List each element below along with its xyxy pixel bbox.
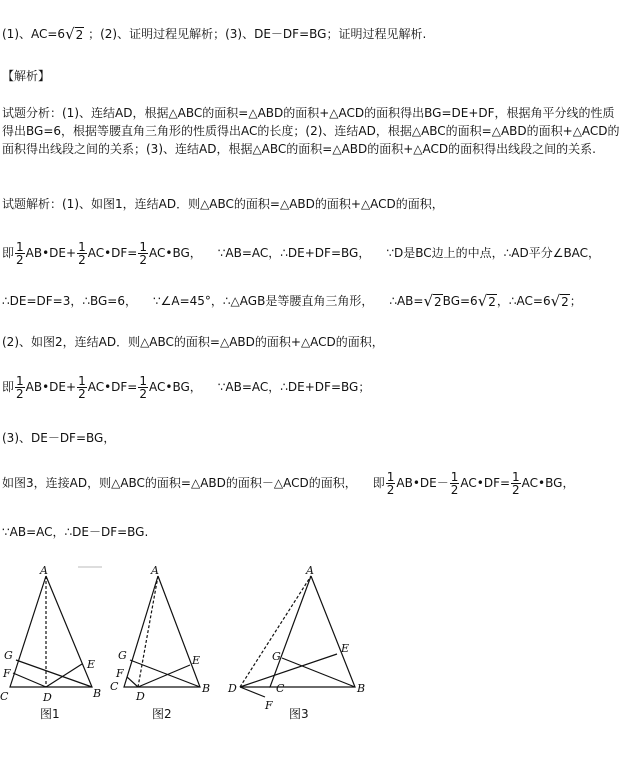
eq1-lead: 即 — [2, 246, 15, 260]
solution-intro: 试题解析：(1)、如图1，连结AD．则△ABC的面积=△ABD的面积+△ACD的面积， — [2, 197, 444, 211]
fraction-half: $\frac{1}{2}$ — [139, 374, 147, 401]
fig1-segment-df — [13, 673, 46, 687]
fig3-label-f: F — [265, 699, 273, 712]
sqrt-symbol: √2 — [477, 292, 496, 310]
conclusion: ∵AB=AC，∴DE－DF=BG. — [2, 525, 149, 539]
fig1-caption: 图1 — [40, 707, 60, 721]
figures-panel — [0, 560, 630, 764]
figure-3-labels — [227, 564, 365, 721]
fig3-label-b: B — [357, 682, 366, 695]
eq2-term6: ； — [569, 294, 582, 308]
fig1-label-b: B — [93, 687, 102, 700]
fig3-segment-bg — [282, 658, 355, 687]
fig1-label-g: G — [4, 649, 13, 662]
fig3-segment-de — [240, 654, 337, 687]
eq1-term3: AC•BG， — [149, 246, 202, 260]
figure-2 — [124, 576, 200, 687]
eq2-term4: BG=6 — [442, 294, 478, 308]
eq3-term1: AB•DE+ — [25, 380, 77, 394]
eq1-term1: AB•DE+ — [25, 246, 77, 260]
eq1-term2: AC•DF= — [87, 246, 138, 260]
fig3-caption: 图3 — [289, 707, 309, 721]
fig2-segment-bg — [130, 660, 200, 687]
fraction-half: $\frac{1}{2}$ — [16, 374, 24, 401]
fig2-label-g: G — [118, 649, 127, 662]
fraction-half: $\frac{1}{2}$ — [512, 470, 520, 497]
eq2-term1: ∴DE=DF=3，∴BG=6， — [2, 294, 137, 308]
fig1-triangle-abc — [10, 576, 92, 687]
sqrt-symbol: √2 — [423, 292, 442, 310]
eq4-term1: 即 — [372, 476, 385, 490]
part3-title: (3)、DE－DF=BG， — [2, 431, 116, 445]
fig2-label-d: D — [136, 690, 145, 703]
sqrt-symbol: √2 — [550, 292, 569, 310]
answer-part1: (1)、AC=6 — [2, 27, 66, 41]
equation-1 — [2, 240, 600, 266]
eq1-term5: ∵D是BC边上的中点，∴AD平分∠BAC， — [386, 246, 601, 260]
fig1-label-e: E — [87, 658, 96, 671]
fig2-label-b: B — [202, 682, 211, 695]
fig2-label-e: E — [192, 654, 201, 667]
fig3-label-c: C — [276, 682, 285, 695]
equation-3 — [2, 374, 370, 400]
eq2-term2: ∵∠A=45°，∴△AGB是等腰直角三角形， — [153, 294, 374, 308]
eq2-term5: ，∴AC=6 — [496, 294, 551, 308]
sqrt-symbol: √2 — [65, 25, 84, 43]
analysis-paragraph: 试题分析：(1)、连结AD，根据△ABC的面积=△ABD的面积+△ACD的面积得出BG=DE+DF，根据角平分线的性质得出BG=6，根据等腰直角三角形的性质得出AC的长度；(2)、连结AD，根据△ABC的面积=△ABD的面积+△ACD的面积得出线段之间的关系；(3)、连结AD，根据△ABC的面积=△ABD的面积+△ACD的面积得出线段之间的关系. — [2, 106, 620, 156]
fig3-label-d: D — [228, 682, 237, 695]
fig3-segment-df — [240, 687, 265, 697]
answer-line — [2, 26, 426, 43]
fraction-half: $\frac{1}{2}$ — [139, 240, 147, 267]
eq4-term2: AB•DE－ — [396, 476, 449, 490]
fig2-caption: 图2 — [152, 707, 172, 721]
part2-intro: (2)、如图2，连结AD．则△ABC的面积=△ABD的面积+△ACD的面积， — [2, 335, 384, 349]
eq3-term4: ∵AB=AC，∴DE+DF=BG； — [217, 380, 371, 394]
fraction-half: $\frac{1}{2}$ — [16, 240, 24, 267]
fig2-triangle-abc — [124, 576, 200, 687]
fig1-segment-de — [46, 664, 82, 687]
fraction-half: $\frac{1}{2}$ — [78, 374, 86, 401]
fig1-segment-bg — [16, 660, 92, 687]
fraction-half: $\frac{1}{2}$ — [386, 470, 395, 497]
fig2-segment-de — [138, 665, 190, 687]
eq1-term4: ∵AB=AC，∴DE+DF=BG， — [217, 246, 371, 260]
eq4-term4: AC•BG， — [521, 476, 575, 490]
fig2-label-c: C — [110, 680, 119, 693]
fig2-label-f: F — [116, 667, 124, 680]
fraction-half: $\frac{1}{2}$ — [450, 470, 459, 497]
figure-2-labels — [110, 564, 210, 721]
figure-3 — [240, 576, 355, 697]
answer-part2: ；(2)、证明过程见解析；(3)、DE－DF=BG；证明过程见解析. — [88, 27, 427, 41]
section-title: 【解析】 — [2, 69, 51, 83]
eq4-term3: AC•DF= — [460, 476, 511, 490]
fig1-label-f: F — [3, 667, 11, 680]
fig1-label-d: D — [43, 691, 52, 704]
fig2-label-a: A — [151, 564, 159, 577]
eq2-term3: ∴AB= — [389, 294, 424, 308]
fig2-segment-df — [127, 677, 138, 687]
fig3-label-g: G — [272, 650, 281, 663]
fraction-half: $\frac{1}{2}$ — [78, 240, 86, 267]
eq3-term2: AC•DF= — [87, 380, 138, 394]
fig3-label-a: A — [306, 564, 314, 577]
eq3-lead: 即 — [2, 380, 15, 394]
fig3-label-e: E — [341, 642, 350, 655]
fig1-label-a: A — [40, 564, 48, 577]
figure-1 — [10, 576, 92, 687]
eq4-lead: 如图3，连接AD，则△ABC的面积=△ABD的面积－△ACD的面积， — [2, 476, 357, 490]
equation-4 — [2, 470, 574, 496]
fig3-dashed-ad — [240, 576, 311, 687]
fig1-label-c: C — [0, 690, 9, 703]
eq3-term3: AC•BG， — [149, 380, 202, 394]
equation-2 — [2, 290, 582, 313]
